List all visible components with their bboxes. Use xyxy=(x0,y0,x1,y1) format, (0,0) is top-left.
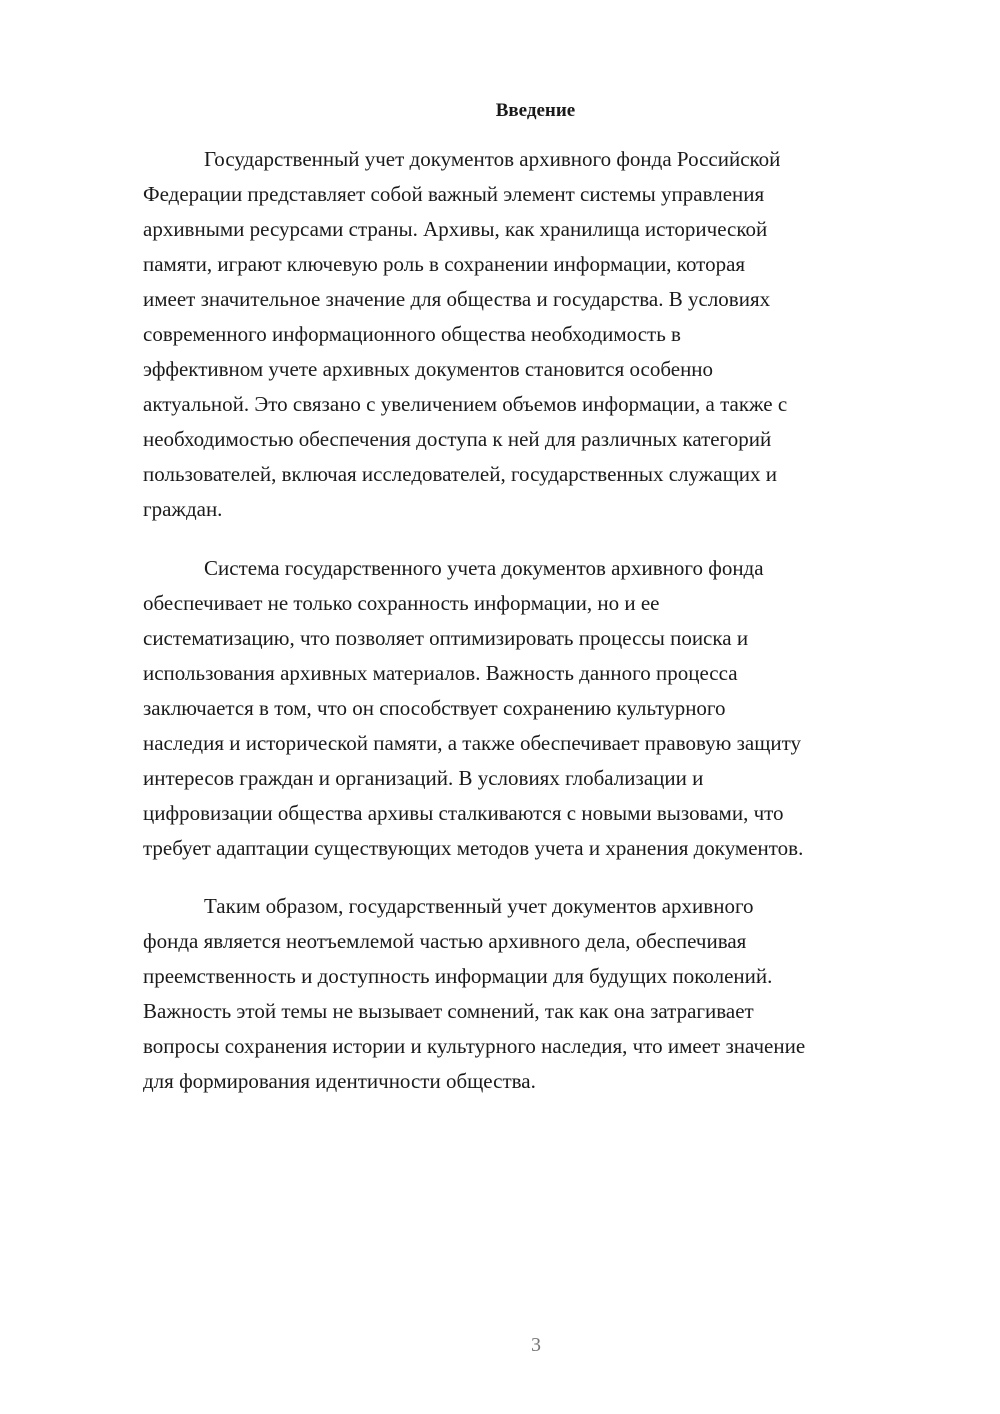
text-line: для формирования идентичности общества. xyxy=(143,1069,536,1093)
text-line: современного информационного общества необходимость в xyxy=(143,322,681,346)
paragraph-2 xyxy=(143,551,928,866)
text-line: пользователей, включая исследователей, государственных служащих и xyxy=(143,462,777,486)
text-line: систематизацию, что позволяет оптимизировать процессы поиска и xyxy=(143,626,749,650)
text-line: граждан. xyxy=(143,497,223,521)
text-line: Важность этой темы не вызывает сомнений, так как она затрагивает xyxy=(143,999,754,1023)
text-line: имеет значительное значение для общества и государства. В условиях xyxy=(143,287,771,311)
text-line: использования архивных материалов. Важность данного процесса xyxy=(143,661,738,685)
text-line: Таким образом, государственный учет документов архивного xyxy=(204,894,754,918)
text-line: Федерации представляет собой важный элемент системы управления xyxy=(143,182,765,206)
text-line: преемственность и доступность информации для будущих поколений. xyxy=(143,964,773,988)
text-line: наследия и исторической памяти, а также обеспечивает правовую защиту xyxy=(143,731,802,755)
paragraph-3 xyxy=(143,889,928,1099)
text-line: архивными ресурсами страны. Архивы, как хранилища исторической xyxy=(143,217,768,241)
text-line: вопросы сохранения истории и культурного наследия, что имеет значение xyxy=(143,1034,806,1058)
text-line: интересов граждан и организаций. В условиях глобализации и xyxy=(143,766,704,790)
text-line: необходимостью обеспечения доступа к ней для различных категорий xyxy=(143,427,772,451)
text-line: обеспечивает не только сохранность информации, но и ее xyxy=(143,591,660,615)
text-line: фонда является неотъемлемой частью архивного дела, обеспечивая xyxy=(143,929,747,953)
text-line: актуальной. Это связано с увеличением объемов информации, а также с xyxy=(143,392,788,416)
text-line: цифровизации общества архивы сталкиваются с новыми вызовами, что xyxy=(143,801,784,825)
text-line: памяти, играют ключевую роль в сохранении информации, которая xyxy=(143,252,746,276)
section-heading: Введение xyxy=(495,100,576,121)
text-line: Система государственного учета документов архивного фонда xyxy=(204,556,764,580)
text-line: требует адаптации существующих методов учета и хранения документов. xyxy=(143,836,804,860)
page-number: 3 xyxy=(531,1334,541,1356)
text-line: Государственный учет документов архивного фонда Российской xyxy=(204,147,781,171)
paragraph-1 xyxy=(143,142,928,527)
text-line: заключается в том, что он способствует сохранению культурного xyxy=(143,696,726,720)
text-line: эффективном учете архивных документов становится особенно xyxy=(143,357,714,381)
